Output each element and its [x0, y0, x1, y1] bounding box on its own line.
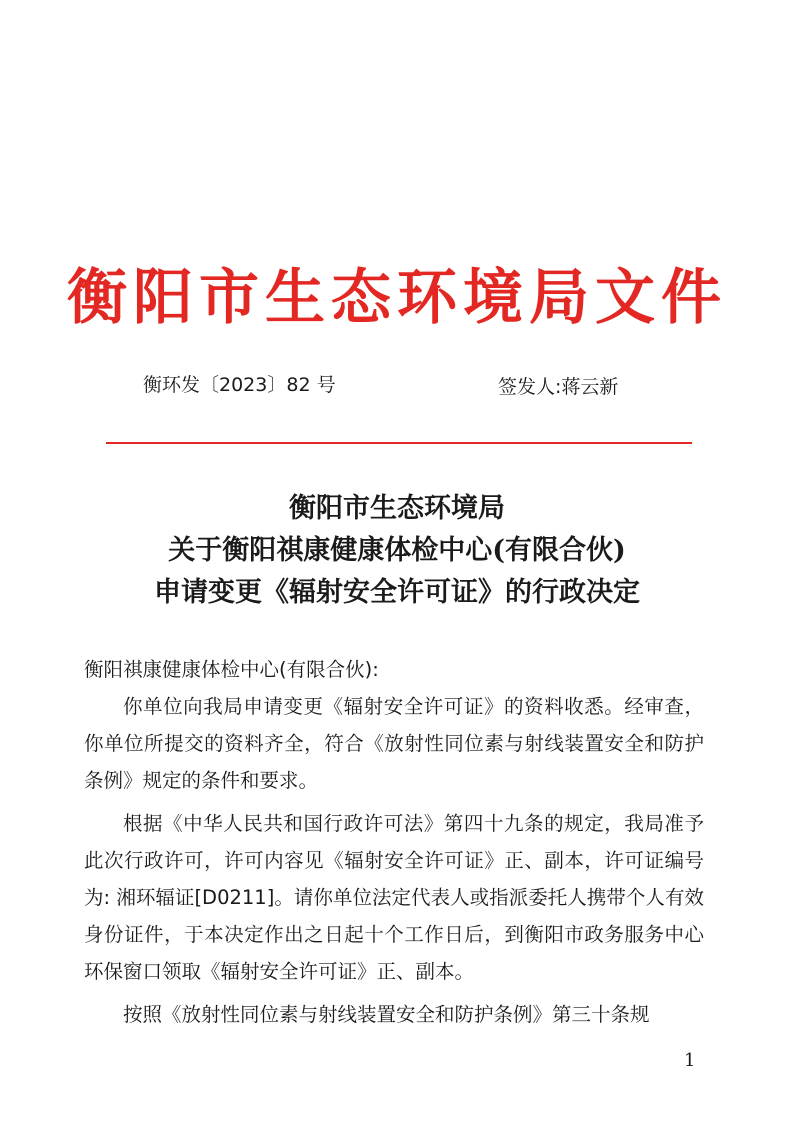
paragraph: 你单位向我局申请变更《辐射安全许可证》的资料收悉。经审查，你单位所提交的资料齐全，符合《放射性同位素与射线装置安全和防护条例》规定的条件和要求。 [84, 695, 704, 792]
document-body [84, 651, 704, 1039]
page-number: 1 [684, 1050, 696, 1071]
title-line-3: 申请变更《辐射安全许可证》的行政决定 [154, 577, 640, 608]
paragraph: 按照《放射性同位素与射线装置安全和防护条例》第三十条规 [123, 1003, 650, 1026]
paragraph: 根据《中华人民共和国行政许可法》第四十九条的规定，我局准予此次行政许可，许可内容见《辐射安全许可证》正、副本，许可证编号为: 湘环辐证[D0211]。请你单位法定代表人或指派委托人携带个人有效身份证件，于本决定作出之日起十个工作日后，到衡阳市政务服务中心环保窗口领取《辐射安全许可证》正、副本。 [84, 812, 704, 983]
title-line-2: 关于衡阳祺康健康体检中心(有限合伙) [168, 535, 626, 566]
signer-label: 签发人:蒋云新 [498, 376, 619, 398]
agency-header-title: 衡阳市生态环境局文件 [67, 263, 727, 333]
salutation: 衡阳祺康健康体检中心(有限合伙): [84, 658, 379, 681]
document-number: 衡环发〔2023〕82 号 [143, 374, 336, 396]
title-line-1: 衡阳市生态环境局 [289, 493, 505, 524]
document-title [0, 488, 794, 614]
red-divider-line [106, 442, 692, 444]
